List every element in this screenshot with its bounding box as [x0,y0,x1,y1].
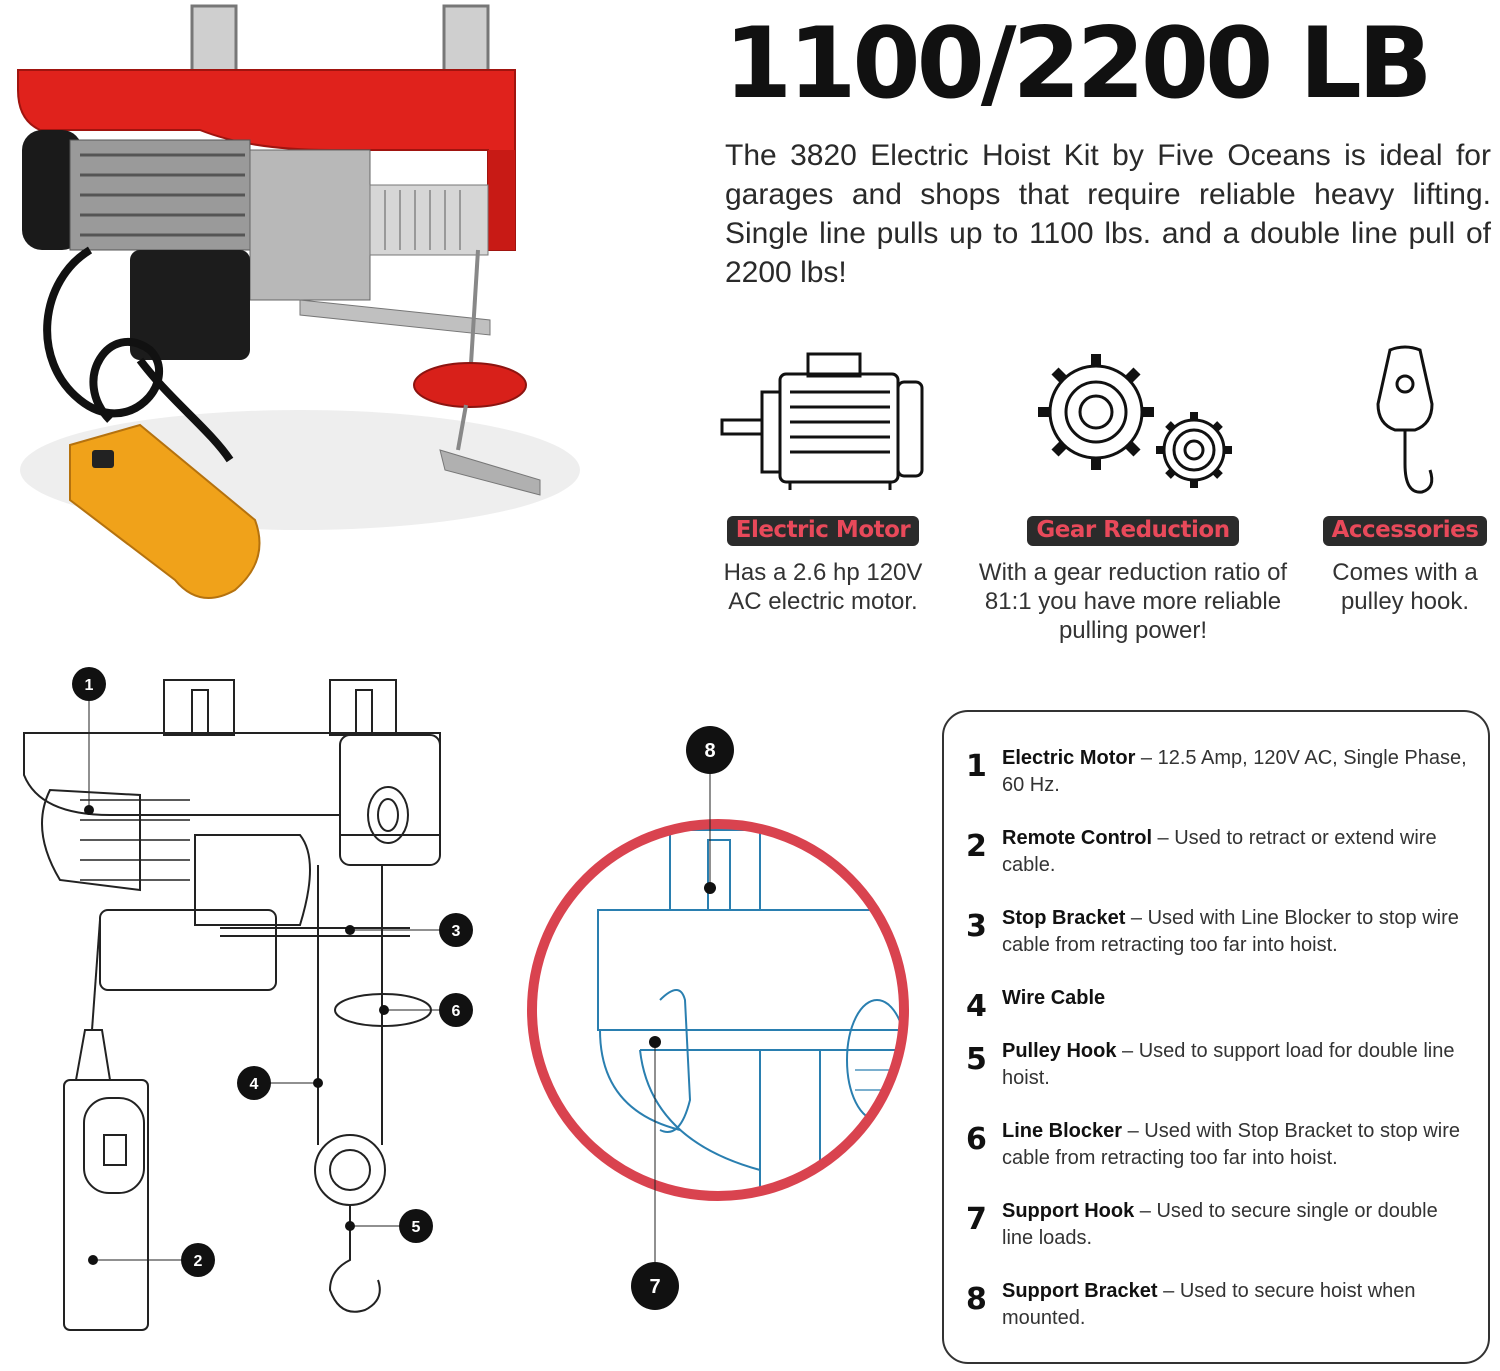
legend-name: Stop Bracket [1002,907,1126,929]
pulley-hook-icon [1370,344,1440,500]
callout-6 [439,993,473,1027]
hoist-diagram [0,660,520,1371]
legend-desc: – Used to secure single or double line loads. [1002,1200,1438,1249]
svg-text:6: 6 [451,1003,461,1020]
svg-text:4: 4 [249,1076,259,1093]
legend-name: Electric Motor [1002,747,1136,769]
legend-desc: – Used with Line Blocker to stop wire cable from retracting too far into hoist. [1002,907,1459,956]
legend-name: Pulley Hook [1002,1040,1117,1062]
callout-5 [399,1209,433,1243]
legend-name: Remote Control [1002,827,1152,849]
legend-number: 6 [966,1122,987,1157]
legend-number: 8 [966,1282,987,1317]
electric-motor-icon [720,352,924,492]
feature-desc: Comes with a pulley hook. [1332,559,1478,615]
svg-text:3: 3 [451,923,461,940]
callout-3 [439,913,473,947]
feature-electric-motor [712,516,934,616]
legend-name: Support Bracket [1002,1280,1158,1302]
legend-number: 2 [966,829,987,864]
legend-number: 1 [966,749,987,784]
svg-text:8: 8 [704,740,716,762]
legend-desc: – Used to secure hoist when mounted. [1002,1280,1416,1329]
legend-name: Support Hook [1002,1200,1135,1222]
feature-gear-reduction [970,516,1296,645]
legend-desc: – 12.5 Amp, 120V AC, Single Phase, 60 Hz. [1002,747,1467,796]
callout-1 [72,667,106,701]
svg-text:7: 7 [649,1276,661,1298]
feature-desc: Has a 2.6 hp 120V AC electric motor. [723,559,923,615]
legend-number: 5 [966,1042,987,1077]
product-photo [0,0,600,640]
legend-desc: – Used with Stop Bracket to stop wire cable from retracting too far into hoist. [1002,1120,1460,1169]
feature-accessories [1316,516,1494,616]
intro-paragraph: The 3820 Electric Hoist Kit by Five Oceans is ideal for garages and shops that require reliable heavy lifting. Single line pulls up to 1100 lbs. and a double line pull of 2200 lbs! [725,139,1491,289]
legend-desc: – Used to support load for double line hoist. [1002,1040,1455,1089]
svg-text:2: 2 [193,1253,203,1270]
legend-name: Line Blocker [1002,1120,1123,1142]
callout-8 [686,726,734,774]
detail-inset [520,720,920,1320]
legend-number: 7 [966,1202,987,1237]
feature-title: Accessories [1323,516,1488,546]
callout-7 [631,1262,679,1310]
feature-title: Electric Motor [727,516,920,546]
legend-desc: – Used to retract or extend wire cable. [1002,827,1437,876]
legend-number: 4 [966,989,987,1024]
legend-name: Wire Cable [1002,987,1106,1009]
callout-2 [181,1243,215,1277]
svg-text:5: 5 [411,1219,421,1236]
svg-text:1: 1 [84,677,94,694]
gears-icon [1034,350,1238,496]
feature-title: Gear Reduction [1027,516,1238,546]
capacity-headline: 1100/2200 LB [724,7,1429,121]
legend-number: 3 [966,909,987,944]
parts-legend [942,710,1490,1364]
callout-4 [237,1066,271,1100]
feature-desc: With a gear reduction ratio of 81:1 you have more reliable pulling power! [978,559,1288,644]
